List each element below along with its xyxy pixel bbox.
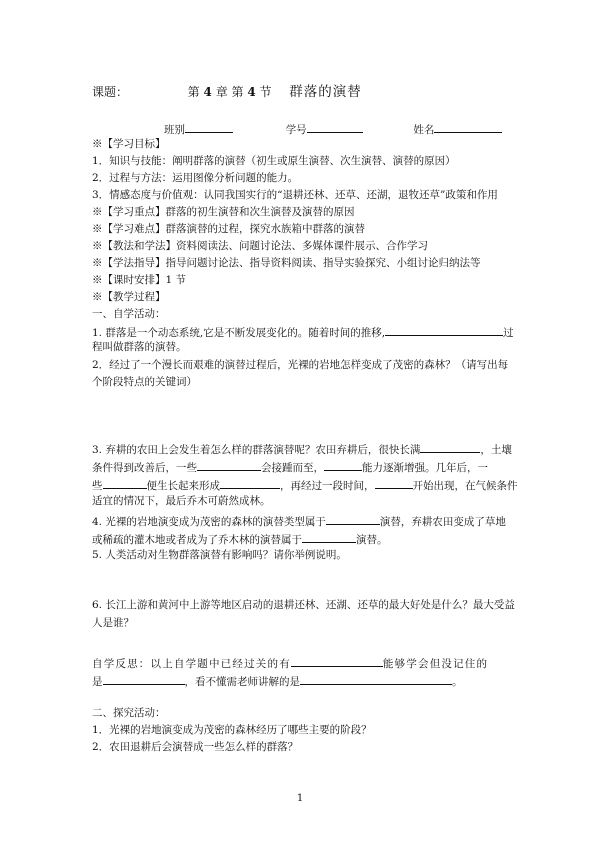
student-id-label: 学号 <box>285 124 307 136</box>
answer-blank[interactable] <box>220 476 280 489</box>
question-4-line-1 <box>92 512 506 530</box>
answer-blank[interactable] <box>103 476 147 489</box>
lesson-title: 群落的演替 <box>289 84 362 100</box>
question-2-line-2: 个阶段特点的关键词） <box>92 376 197 388</box>
answer-blank[interactable] <box>300 672 452 685</box>
methods: ※【教法和学法】资料阅读法、问题讨论法、多媒体课件展示、合作学习 <box>92 240 428 252</box>
name-label: 姓名 <box>413 124 435 136</box>
answer-blank[interactable] <box>420 440 480 453</box>
student-info-row <box>164 120 502 138</box>
question-4-text: 演替。 <box>356 534 388 546</box>
reflection-line-1 <box>92 654 488 672</box>
question-3-text: ，再经过一段时间， <box>280 480 375 492</box>
question-3-text: 条件得到改善后，一些 <box>92 462 197 474</box>
goal-item: 3．情感态度与价值观：认同我国实行的“退耕还林、还草、还湖，退牧还草”政策和作用 <box>92 189 498 201</box>
question-4-line-2 <box>92 530 388 548</box>
question-3-line-3 <box>92 476 518 494</box>
schedule: ※【课时安排】1 节 <box>92 274 187 286</box>
reflection-text: ，看不懂需老师讲解的是 <box>184 676 300 688</box>
class-field[interactable] <box>185 120 233 133</box>
difficulty: ※【学习难点】群落演替的过程，探究水族箱中群落的演替 <box>92 223 365 235</box>
section-suffix: 节 <box>259 85 272 99</box>
section-number: 4 <box>247 85 256 99</box>
name-field[interactable] <box>434 120 502 133</box>
process-heading: ※【教学过程】 <box>92 291 166 303</box>
chapter-prefix: 第 <box>187 85 200 99</box>
question-3-text: ，土壤 <box>480 444 512 456</box>
page-number: 1 <box>296 793 304 804</box>
question-1-line-2: 程叫做群落的演替。 <box>92 341 187 353</box>
class-label: 班别 <box>164 124 185 136</box>
question-3-text: 能力逐渐增强。几年后，一 <box>362 462 488 474</box>
answer-blank[interactable] <box>302 530 356 543</box>
answer-blank[interactable] <box>326 512 380 525</box>
reflection-text: 能够学会但没记住的 <box>382 658 489 670</box>
question-4-text: 4. 光裸的岩地演变成为茂密的森林的演替类型属于 <box>92 516 326 528</box>
question-3-line-4: 适宜的情况下，最后乔木可蔚然成林。 <box>92 495 271 507</box>
question-1-text: 1. 群落是一个动态系统,它是不断发展变化的。随着时间的推移, <box>92 327 386 339</box>
key-point: ※【学习重点】群落的初生演替和次生演替及演替的原因 <box>92 206 355 218</box>
question-4-text: 或稀疏的灌木地或者成为了乔木林的演替属于 <box>92 534 302 546</box>
reflection-line-2 <box>92 672 463 690</box>
reflection-text: 自学反思：以上自学题中已经过关的有 <box>92 658 291 670</box>
inquiry-heading: 二、探究活动： <box>92 707 166 719</box>
question-1-line-1 <box>92 323 514 341</box>
lesson-title-row <box>92 83 362 103</box>
reflection-text: 。 <box>452 676 463 688</box>
chapter-mid: 章 第 <box>215 85 244 99</box>
question-3-text: 开始出现，在气候条件 <box>412 480 518 492</box>
question-3-text: 3. 弃耕的农田上会发生着怎么样的群落演替呢？农田弃耕后，很快长满 <box>92 444 421 456</box>
answer-blank[interactable] <box>103 672 185 685</box>
answer-blank[interactable] <box>197 458 261 471</box>
question-2-line-1: 2．经过了一个漫长而艰难的演替过程后，光裸的岩地怎样变成了茂密的森林？（请写出每 <box>92 359 509 371</box>
goal-item: 1．知识与技能：阐明群落的演替（初生或原生演替、次生演替、演替的原因） <box>92 155 456 167</box>
question-6-line-2: 人是谁？ <box>92 617 134 629</box>
answer-blank[interactable] <box>291 654 383 667</box>
question-3-line-2 <box>92 458 488 476</box>
goal-item: 2．过程与方法：运用图像分析问题的能力。 <box>92 172 299 184</box>
inquiry-question: 2．农田退耕后会演替成一些怎么样的群落？ <box>92 741 299 753</box>
question-1-text: 过 <box>503 327 514 339</box>
question-5: 5. 人类活动对生物群落演替有影响吗？请你举例说明。 <box>92 549 347 561</box>
student-id-field[interactable] <box>307 120 363 133</box>
question-3-text: 会接踵而至， <box>261 462 324 474</box>
question-4-text: 演替，弃耕农田变成了草地 <box>379 516 506 528</box>
question-6-line-1: 6. 长江上游和黄河中上游等地区启动的退耕还林、还湖、还草的最大好处是什么？最大受益 <box>92 599 515 611</box>
answer-blank[interactable] <box>324 458 362 471</box>
question-3-text: 些 <box>92 480 103 492</box>
guidance: ※【学法指导】指导问题讨论法、指导资料阅读、指导实验探究、小组讨论归纳法等 <box>92 257 481 269</box>
goals-heading: ※【学习目标】 <box>92 138 166 150</box>
answer-blank[interactable] <box>375 476 413 489</box>
answer-blank[interactable] <box>385 323 503 336</box>
reflection-text: 是 <box>92 676 103 688</box>
question-3-text: 便生长起来形成 <box>146 480 220 492</box>
lesson-label: 课题： <box>92 85 129 99</box>
question-3-line-1 <box>92 440 512 458</box>
chapter-number: 4 <box>203 85 212 99</box>
inquiry-question: 1．光裸的岩地演变成为茂密的森林经历了哪些主要的阶段？ <box>92 724 372 736</box>
self-study-heading: 一、自学活动： <box>92 308 166 320</box>
